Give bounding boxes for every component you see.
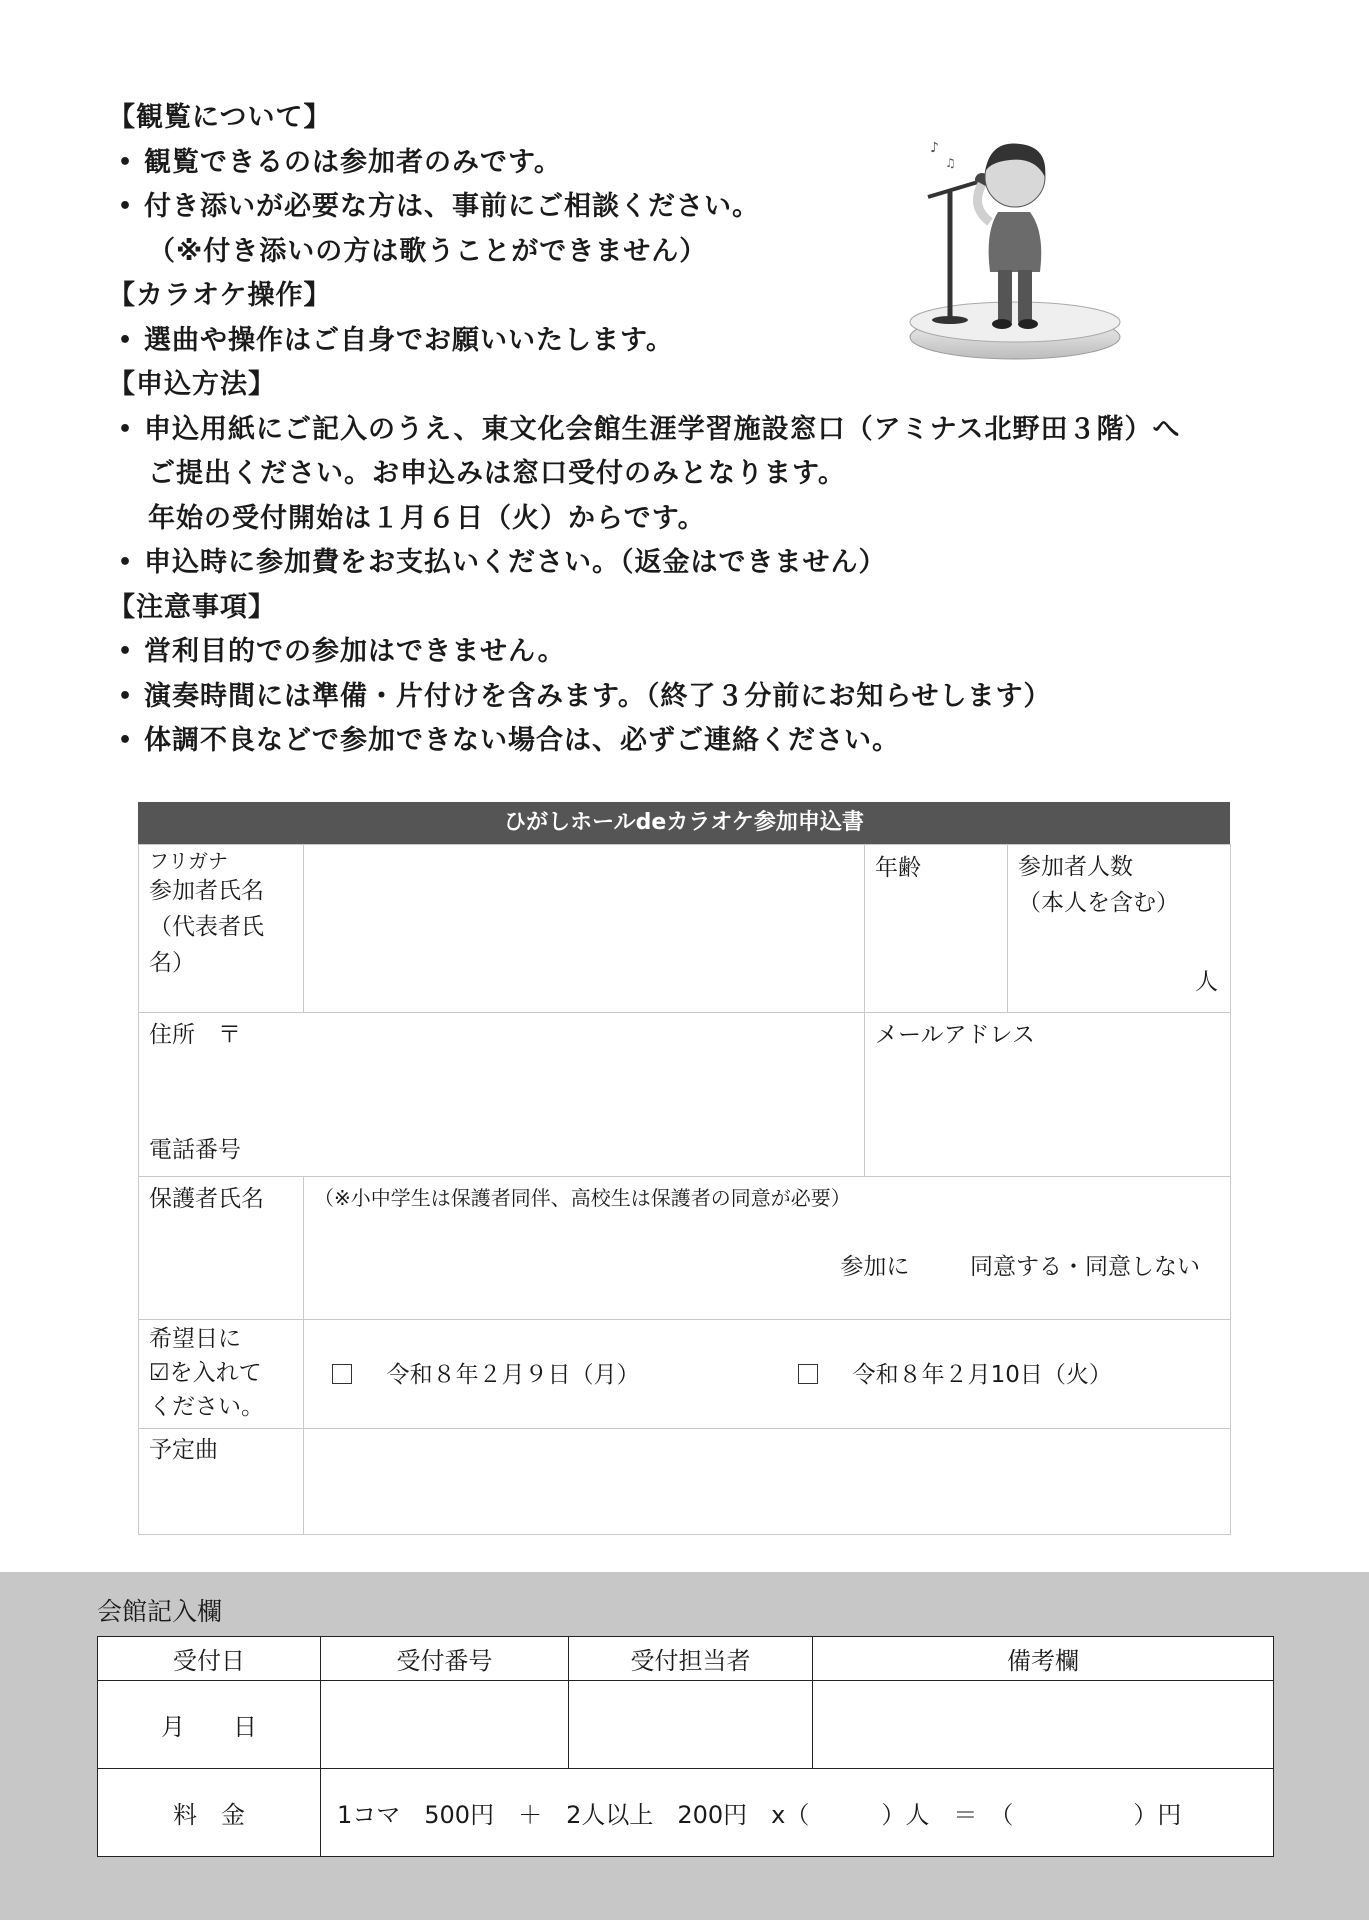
caution-item-text: 演奏時間には準備・片付けを含みます。（終了３分前にお知らせします）: [144, 680, 1052, 712]
address-label: 住所 〒: [149, 1022, 241, 1048]
caution-item: [112, 630, 1272, 675]
date-label-cell: [139, 1320, 304, 1429]
caution-item-text: 営利目的での参加はできません。: [144, 636, 566, 667]
viewing-item-text: 付き添いが必要な方は、事前にご相談ください。: [144, 191, 760, 222]
receipt-number-field[interactable]: [321, 1681, 569, 1769]
bullet: •: [118, 149, 134, 175]
office-use-table: [97, 1636, 1274, 1857]
date-label-line: ください。: [149, 1394, 264, 1420]
viewing-item-cont: （※付き添いの方は歌うことができません）: [148, 235, 708, 267]
bullet: •: [118, 194, 134, 219]
date-options: [304, 1320, 1231, 1429]
phone-label: 電話番号: [149, 1137, 241, 1163]
age-label: 年齢: [875, 855, 921, 881]
email-field[interactable]: [865, 1013, 1231, 1177]
guardian-field[interactable]: [304, 1177, 1231, 1320]
receipt-notes-field[interactable]: [813, 1681, 1274, 1769]
viewing-heading: 【観覧について】: [108, 102, 332, 133]
bullet: •: [118, 683, 134, 709]
date-label-line: ☑を入れて: [149, 1360, 262, 1386]
date-option-2-label: 令和８年２月10日（火）: [852, 1362, 1112, 1388]
songs-label-cell: [139, 1429, 304, 1535]
application-form: [138, 802, 1230, 1535]
name-input-field[interactable]: [304, 845, 865, 1013]
caution-item: [112, 675, 1272, 720]
bullet: •: [118, 550, 134, 575]
receipt-date-field[interactable]: 月 日: [98, 1681, 321, 1769]
consent-label: 参加に: [840, 1254, 910, 1280]
checkbox-icon[interactable]: [798, 1364, 818, 1384]
fee-formula[interactable]: 1コマ 500円 ＋ 2人以上 200円 x（ ）人 ＝ （ ）円: [321, 1769, 1274, 1857]
participant-count-label: 参加者人数: [1018, 854, 1133, 880]
date-label-line: 希望日に: [149, 1326, 241, 1352]
bullet: •: [118, 639, 134, 664]
date-option-2[interactable]: [798, 1356, 1112, 1389]
karaoke-item-text: 選曲や操作はご自身でお願いいたします。: [144, 324, 674, 356]
apply-item-text: 申込時に参加費をお支払いください。（返金はできません）: [144, 547, 887, 578]
col-header-number: 受付番号: [321, 1637, 569, 1681]
svg-text:♪: ♪: [930, 140, 939, 156]
furigana-label: フリガナ: [149, 849, 228, 873]
checkbox-icon[interactable]: [332, 1364, 352, 1384]
svg-text:♫: ♫: [945, 156, 956, 170]
bullet: •: [118, 327, 134, 353]
apply-item: [112, 541, 1272, 586]
guardian-note: （※小中学生は保護者同伴、高校生は保護者の同意が必要）: [314, 1186, 851, 1210]
participant-count-note: （本人を含む）: [1018, 890, 1179, 916]
karaoke-singer-illustration: [890, 122, 1130, 372]
apply-item-text: 申込用紙にご記入のうえ、東文化会館生涯学習施設窓口（アミナス北野田３階）へ: [144, 413, 1181, 445]
apply-heading: 【申込方法】: [108, 369, 276, 400]
form-title: ひがしホールdeカラオケ参加申込書: [138, 802, 1230, 844]
apply-item-cont: 年始の受付開始は１月６日（火）からです。: [148, 502, 706, 534]
application-table: [138, 844, 1231, 1535]
name-label-cell: [139, 845, 304, 1013]
consent-options[interactable]: 同意する・同意しない: [970, 1254, 1200, 1280]
karaoke-heading: 【カラオケ操作】: [108, 280, 332, 311]
office-use-label: 会館記入欄: [97, 1597, 223, 1626]
col-header-date: 受付日: [98, 1637, 321, 1681]
age-field[interactable]: [865, 845, 1008, 1013]
col-header-notes: 備考欄: [813, 1637, 1274, 1681]
col-header-staff: 受付担当者: [569, 1637, 813, 1681]
participant-count-field[interactable]: [1008, 845, 1231, 1013]
participant-name-label: 参加者氏名: [149, 878, 264, 904]
songs-field[interactable]: [304, 1429, 1231, 1535]
consent-row: [840, 1248, 1200, 1281]
guardian-label: 保護者氏名: [149, 1186, 264, 1212]
songs-label: 予定曲: [149, 1437, 218, 1463]
caution-item-text: 体調不良などで参加できない場合は、必ずご連絡ください。: [144, 725, 900, 756]
caution-heading: 【注意事項】: [108, 591, 276, 623]
date-option-1[interactable]: [332, 1356, 640, 1389]
address-phone-field[interactable]: [139, 1013, 865, 1177]
apply-item: [112, 408, 1272, 453]
office-use-section: [0, 1572, 1369, 1920]
caution-item: [112, 719, 1272, 764]
bullet: •: [118, 416, 134, 442]
apply-item-cont: ご提出ください。お申込みは窓口受付のみとなります。: [148, 458, 846, 489]
viewing-item-text: 観覧できるのは参加者のみです。: [144, 146, 562, 178]
date-option-1-label: 令和８年２月９日（月）: [386, 1362, 640, 1388]
representative-name-label: （代表者氏名）: [149, 914, 264, 976]
guardian-label-cell: [139, 1177, 304, 1320]
bullet: •: [118, 728, 134, 753]
participant-count-unit: 人: [1195, 969, 1218, 995]
receipt-staff-field[interactable]: [569, 1681, 813, 1769]
email-label: メールアドレス: [875, 1022, 1035, 1048]
fee-label: 料 金: [98, 1769, 321, 1857]
